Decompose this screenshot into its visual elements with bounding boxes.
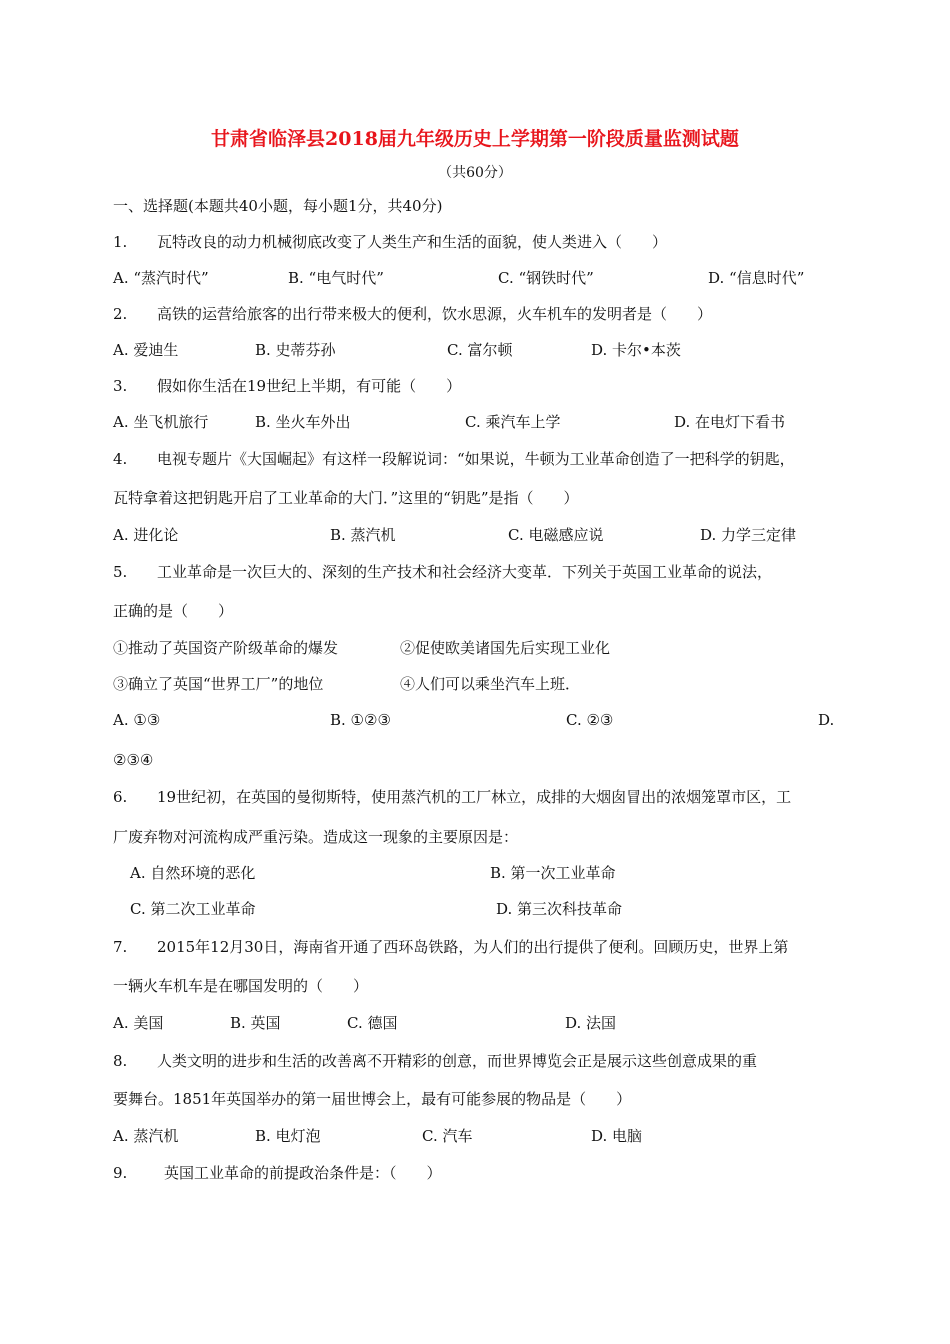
option-a: A. “蒸汽时代” xyxy=(113,269,209,287)
question-stem-cont: 一辆火车机车是在哪国发明的（ ） xyxy=(113,977,369,995)
option-b: B. ①②③ xyxy=(330,711,391,729)
option-b: B. 电灯泡 xyxy=(255,1127,321,1145)
question-number: 2. xyxy=(113,305,128,323)
option-c: C. ②③ xyxy=(566,711,614,729)
option-d: D. 法国 xyxy=(565,1014,617,1032)
option-a: A. 坐飞机旅行 xyxy=(113,413,209,431)
option-a: A. 美国 xyxy=(113,1014,164,1032)
question-stem: 2015年12月30日，海南省开通了西环岛铁路，为人们的出行提供了便利。回顾历史，世界上第 xyxy=(157,938,789,956)
question-number: 3. xyxy=(113,377,128,395)
question-number: 6. xyxy=(113,788,128,806)
option-b: B. 蒸汽机 xyxy=(330,526,396,544)
question-stem: 19世纪初，在英国的曼彻斯特，使用蒸汽机的工厂林立，成排的大烟囱冒出的浓烟笼罩市区，工 xyxy=(157,788,792,806)
option-c: C. 第二次工业革命 xyxy=(130,900,256,918)
question-number: 5. xyxy=(113,563,128,581)
question-stem: 高铁的运营给旅客的出行带来极大的便利，饮水思源，火车机车的发明者是（ ） xyxy=(157,305,713,323)
option-d-content: ②③④ xyxy=(113,751,154,769)
question-stem: 假如你生活在19世纪上半期，有可能（ ） xyxy=(157,377,462,395)
question-stem: 电视专题片《大国崛起》有这样一段解说词：“如果说，牛顿为工业革命创造了一把科学的钥匙， xyxy=(157,450,795,468)
option-a: A. ①③ xyxy=(113,711,161,729)
option-a: A. 进化论 xyxy=(113,526,179,544)
option-d-label: D. xyxy=(818,711,835,729)
option-b: B. 英国 xyxy=(230,1014,281,1032)
statement-1: ①推动了英国资产阶级革命的爆发 xyxy=(113,639,339,657)
option-a: A. 蒸汽机 xyxy=(113,1127,179,1145)
question-stem: 瓦特改良的动力机械彻底改变了人类生产和生活的面貌，使人类进入（ ） xyxy=(157,233,668,251)
document-title: 甘肃省临泽县2018届九年级历史上学期第一阶段质量监测试题 xyxy=(211,128,739,150)
statement-4: ④人们可以乘坐汽车上班． xyxy=(400,675,581,693)
option-c: C. 汽车 xyxy=(422,1127,473,1145)
option-b: B. 史蒂芬孙 xyxy=(255,341,336,359)
option-b: B. “电气时代” xyxy=(288,269,384,287)
question-number: 7. xyxy=(113,938,128,956)
total-score: （共60分） xyxy=(438,165,512,181)
question-stem: 工业革命是一次巨大的、深刻的生产技术和社会经济大变革．下列关于英国工业革命的说法， xyxy=(157,563,773,581)
option-d: D. 第三次科技革命 xyxy=(496,900,623,918)
option-c: C. 富尔顿 xyxy=(447,341,513,359)
option-d: D. “信息时代” xyxy=(708,269,805,287)
option-b: B. 第一次工业革命 xyxy=(490,864,616,882)
option-d: D. 力学三定律 xyxy=(700,526,797,544)
question-stem: 英国工业革命的前提政治条件是：（ ） xyxy=(164,1164,442,1182)
option-c: C. 乘汽车上学 xyxy=(465,413,561,431)
question-stem-cont: 正确的是（ ） xyxy=(113,602,234,620)
option-c: C. 德国 xyxy=(347,1014,398,1032)
question-number: 4. xyxy=(113,450,128,468)
question-number: 9. xyxy=(113,1164,128,1182)
option-c: C. “钢铁时代” xyxy=(498,269,594,287)
statement-2: ②促使欧美诸国先后实现工业化 xyxy=(400,639,611,657)
question-stem-cont: 厂废弃物对河流构成严重污染。造成这一现象的主要原因是： xyxy=(113,828,519,846)
option-a: A. 爱迪生 xyxy=(113,341,179,359)
option-c: C. 电磁感应说 xyxy=(508,526,604,544)
option-d: D. 卡尔•本茨 xyxy=(591,341,681,359)
question-stem-cont: 瓦特拿着这把钥匙开启了工业革命的大门．”这里的“钥匙”是指（ ） xyxy=(113,489,579,507)
option-a: A. 自然环境的恶化 xyxy=(130,864,256,882)
question-number: 1. xyxy=(113,233,128,251)
question-stem-cont: 要舞台。1851年英国举办的第一届世博会上，最有可能参展的物品是（ ） xyxy=(113,1090,632,1108)
statement-3: ③确立了英国“世界工厂”的地位 xyxy=(113,675,324,693)
question-stem: 人类文明的进步和生活的改善离不开精彩的创意，而世界博览会正是展示这些创意成果的重 xyxy=(157,1052,758,1070)
section-heading: 一、选择题(本题共40小题，每小题1分，共40分) xyxy=(113,197,443,215)
option-d: D. 在电灯下看书 xyxy=(674,413,786,431)
option-b: B. 坐火车外出 xyxy=(255,413,351,431)
option-d: D. 电脑 xyxy=(591,1127,643,1145)
question-number: 8. xyxy=(113,1052,128,1070)
